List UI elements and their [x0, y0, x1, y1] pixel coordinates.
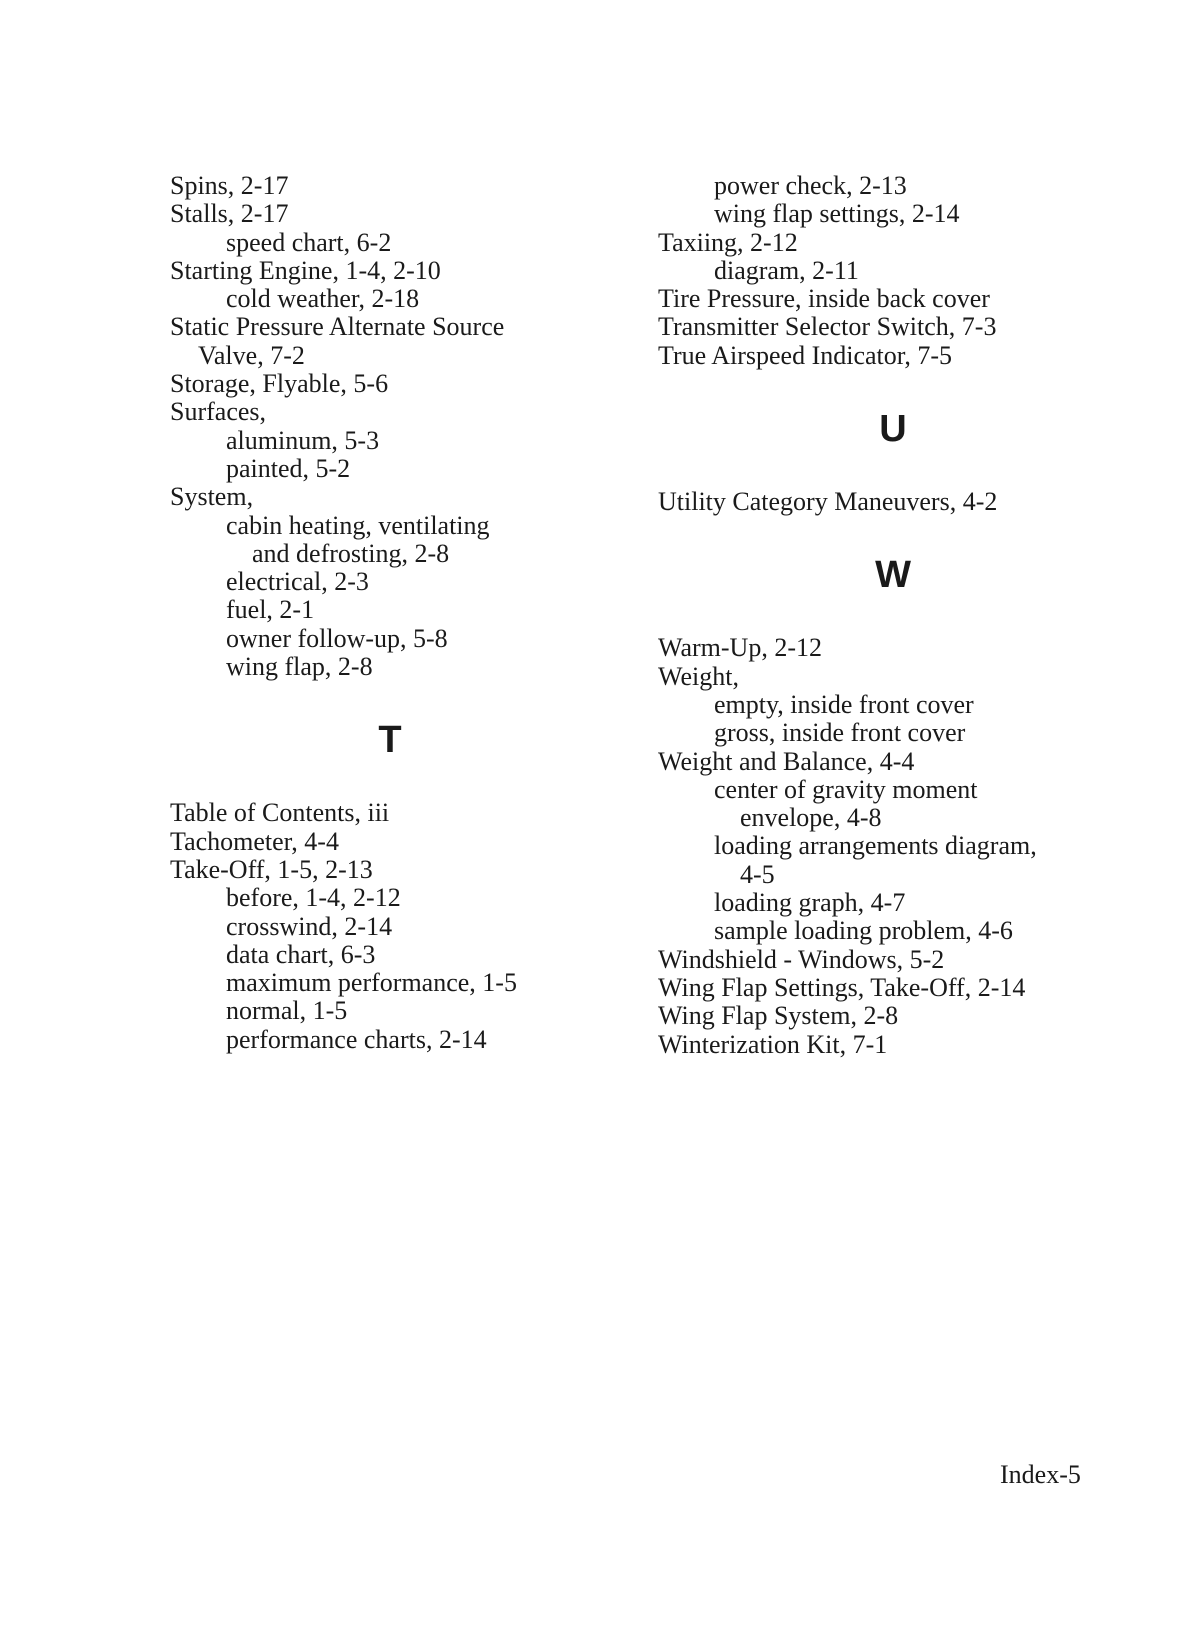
index-entry: Tachometer, 4-4 — [170, 826, 339, 856]
index-entry: Stalls, 2-17 — [170, 199, 289, 229]
index-subentry-continuation: envelope, 4-8 — [740, 803, 882, 833]
index-entry: Static Pressure Alternate Source — [170, 312, 505, 342]
index-subentry: fuel, 2-1 — [226, 595, 315, 625]
section-letter-w: W — [875, 554, 911, 597]
index-subentry: wing flap settings, 2-14 — [714, 199, 960, 229]
index-entry: Table of Contents, iii — [170, 798, 390, 828]
index-subentry: center of gravity moment — [714, 774, 978, 804]
index-subentry: diagram, 2-11 — [714, 255, 859, 285]
index-subentry: before, 1-4, 2-12 — [226, 883, 401, 913]
index-subentry: loading arrangements diagram, — [714, 831, 1037, 861]
index-subentry: cold weather, 2-18 — [226, 284, 420, 314]
index-entry: Warm-Up, 2-12 — [658, 633, 822, 663]
index-subentry: gross, inside front cover — [714, 718, 966, 748]
section-letter-u: U — [879, 408, 907, 451]
index-subentry: crosswind, 2-14 — [226, 911, 393, 941]
index-entry: Taxiing, 2-12 — [658, 227, 798, 257]
index-entry: Storage, Flyable, 5-6 — [170, 369, 389, 399]
section-letter-t: T — [378, 719, 402, 762]
index-subentry: performance charts, 2-14 — [226, 1024, 487, 1054]
index-entry: Weight, — [658, 661, 739, 691]
index-subentry-continuation: 4-5 — [740, 859, 775, 889]
index-entry-continuation: Valve, 7-2 — [198, 340, 305, 370]
index-entry: System, — [170, 482, 254, 512]
index-entry: Starting Engine, 1-4, 2-10 — [170, 255, 441, 285]
index-subentry: empty, inside front cover — [714, 689, 974, 719]
index-subentry: aluminum, 5-3 — [226, 425, 380, 455]
index-subentry: cabin heating, ventilating — [226, 510, 490, 540]
index-entry: Winterization Kit, 7-1 — [658, 1029, 888, 1059]
index-entry: True Airspeed Indicator, 7-5 — [658, 340, 953, 370]
index-subentry: normal, 1-5 — [226, 996, 348, 1026]
index-subentry: speed chart, 6-2 — [226, 227, 392, 257]
index-subentry: sample loading problem, 4-6 — [714, 916, 1013, 946]
index-subentry: electrical, 2-3 — [226, 567, 369, 597]
index-entry: Take-Off, 1-5, 2-13 — [170, 854, 373, 884]
index-column-right — [658, 172, 1128, 1059]
index-entry: Wing Flap Settings, Take-Off, 2-14 — [658, 972, 1026, 1002]
index-entry: Wing Flap System, 2-8 — [658, 1001, 899, 1031]
index-entry: Transmitter Selector Switch, 7-3 — [658, 312, 997, 342]
index-entry: Weight and Balance, 4-4 — [658, 746, 915, 776]
page-number: Index-5 — [1000, 1460, 1081, 1489]
index-subentry: owner follow-up, 5-8 — [226, 623, 448, 653]
index-subentry: data chart, 6-3 — [226, 939, 376, 969]
index-subentry: wing flap, 2-8 — [226, 652, 373, 682]
index-subentry: painted, 5-2 — [226, 453, 351, 483]
index-entry: Utility Category Maneuvers, 4-2 — [658, 487, 998, 517]
index-subentry: power check, 2-13 — [714, 171, 907, 200]
index-entry: Spins, 2-17 — [170, 171, 289, 200]
index-entry: Tire Pressure, inside back cover — [658, 284, 990, 314]
index-subentry-continuation: and defrosting, 2-8 — [252, 538, 450, 568]
index-entry: Windshield - Windows, 5-2 — [658, 944, 945, 974]
index-subentry: loading graph, 4-7 — [714, 888, 906, 918]
index-subentry: maximum performance, 1-5 — [226, 968, 517, 998]
index-entry: Surfaces, — [170, 397, 267, 427]
index-column-left — [170, 172, 610, 1054]
